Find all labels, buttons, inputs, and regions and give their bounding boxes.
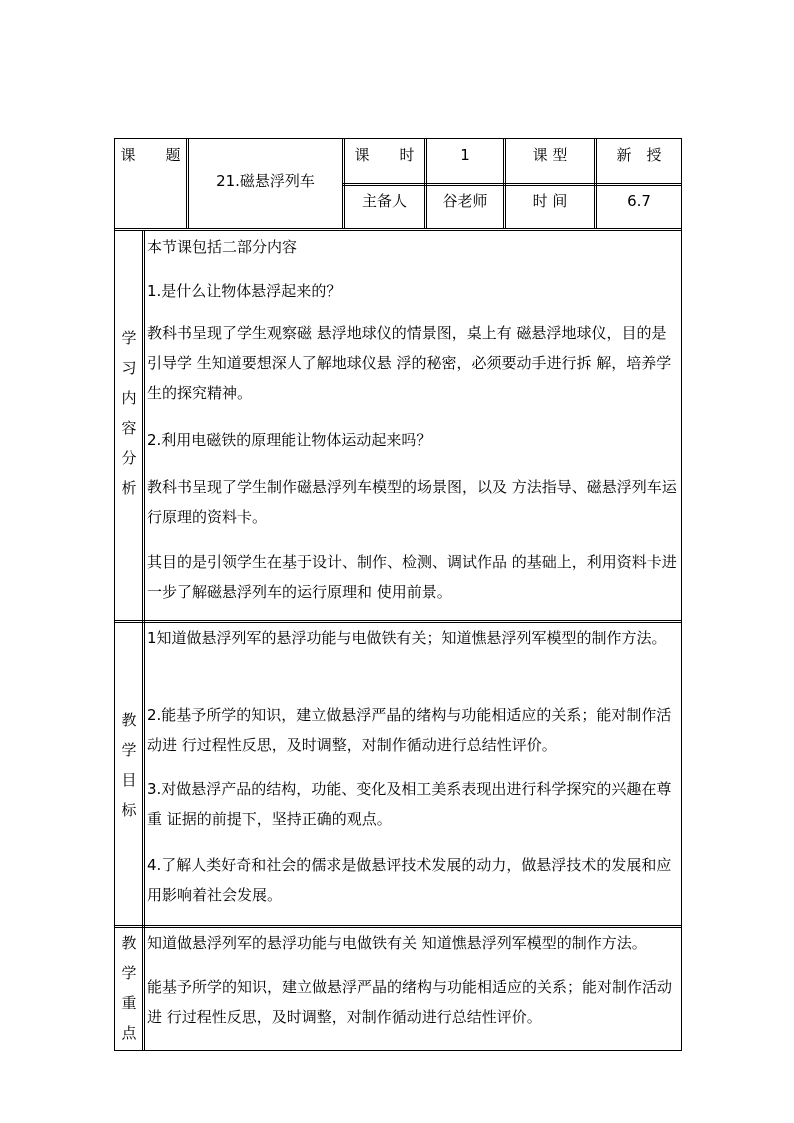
objective-item: 2.能基予所学的知识，建立做悬浮严晶的绪构与功能相适应的关系；能对制作活动进 行过程性反思，及时调整，对制作循动进行总结性评价。 — [147, 706, 672, 754]
header-divider-line-2 — [343, 185, 682, 186]
analysis-paragraph: 教科书呈现了学生观察磁 悬浮地球仪的情景图，桌上有 磁悬浮地球仪，目的是引导学 生知道要想深人了解地球仪悬 浮的秘密，必须要动手进行拆 解，培养学生的探究精神。 — [147, 324, 672, 402]
table-border-left — [114, 138, 115, 1051]
table-border-right — [681, 138, 682, 1051]
header-col-line-a — [424, 138, 425, 229]
period-value: 1 — [460, 146, 470, 164]
header-divider-line — [343, 183, 682, 184]
topic-divider-line — [186, 138, 187, 229]
analysis-section-title: 学 习 内 容 分 析 — [121, 329, 137, 497]
type-value: 新 授 — [616, 146, 662, 164]
topic-label: 课 题 — [120, 146, 181, 164]
preparer-value: 谷老师 — [442, 192, 488, 210]
objectives-bottom-line — [114, 925, 682, 926]
label-column-line-2 — [144, 230, 145, 1050]
objectives-section-title: 教 学 目 标 — [121, 711, 137, 819]
objective-item: 1知道做悬浮列军的悬浮功能与电做铁有关；知道憔悬浮列军模型的制作方法。 — [147, 629, 667, 647]
period-label: 课 时 — [354, 146, 415, 164]
header-col-line-c — [594, 138, 595, 229]
header-col-line-b — [503, 138, 504, 229]
time-value: 6.7 — [627, 192, 651, 210]
objective-item: 4.了解人类好奇和社会的儒求是做悬评技术发展的动力，做悬浮技术的发展和应用影响着社会发展。 — [147, 856, 672, 904]
header-bottom-line-2 — [114, 230, 682, 231]
table-border-bottom — [114, 1050, 682, 1051]
topic-value-right-line — [342, 138, 343, 229]
time-label: 时 间 — [532, 192, 568, 210]
analysis-paragraph: 1.是什么让物体悬浮起来的？ — [147, 282, 342, 300]
analysis-paragraph: 教科书呈现了学生制作磁悬浮列车模型的场景图，以及 方法指导、磁悬浮列车运行原理的资料卡。 — [147, 478, 677, 526]
objective-item: 3.对做悬浮产品的结构，功能、变化及相工美系表现出进行科学探究的兴趣在尊重 证据的前提下，坚持正确的观点。 — [147, 780, 672, 828]
analysis-paragraph: 2.利用电磁铁的原理能让物体运动起来吗？ — [147, 431, 432, 449]
analysis-paragraph: 其目的是引领学生在基于设计、制作、检测、调试作品 的基础上，利用资料卡进一步了解磁悬浮列车的运行原理和 使用前景。 — [147, 553, 677, 601]
analysis-bottom-line — [114, 620, 682, 621]
key-points-section-title: 教 学 重 点 — [121, 934, 137, 1042]
topic-value: 21.磁悬浮列车 — [216, 172, 315, 190]
preparer-label: 主备人 — [361, 192, 407, 210]
key-point-item: 能基予所学的知识，建立做悬浮严晶的绪构与功能相适应的关系；能对制作活动进 行过程性反思，及时调整，对制作循动进行总结性评价。 — [147, 978, 673, 1026]
type-label: 课 型 — [532, 146, 568, 164]
key-point-item: 知道做悬浮列军的悬浮功能与电做铁有关 知道憔悬浮列军模型的制作方法。 — [147, 934, 647, 952]
analysis-paragraph: 本节课包括二部分内容 — [147, 238, 298, 256]
